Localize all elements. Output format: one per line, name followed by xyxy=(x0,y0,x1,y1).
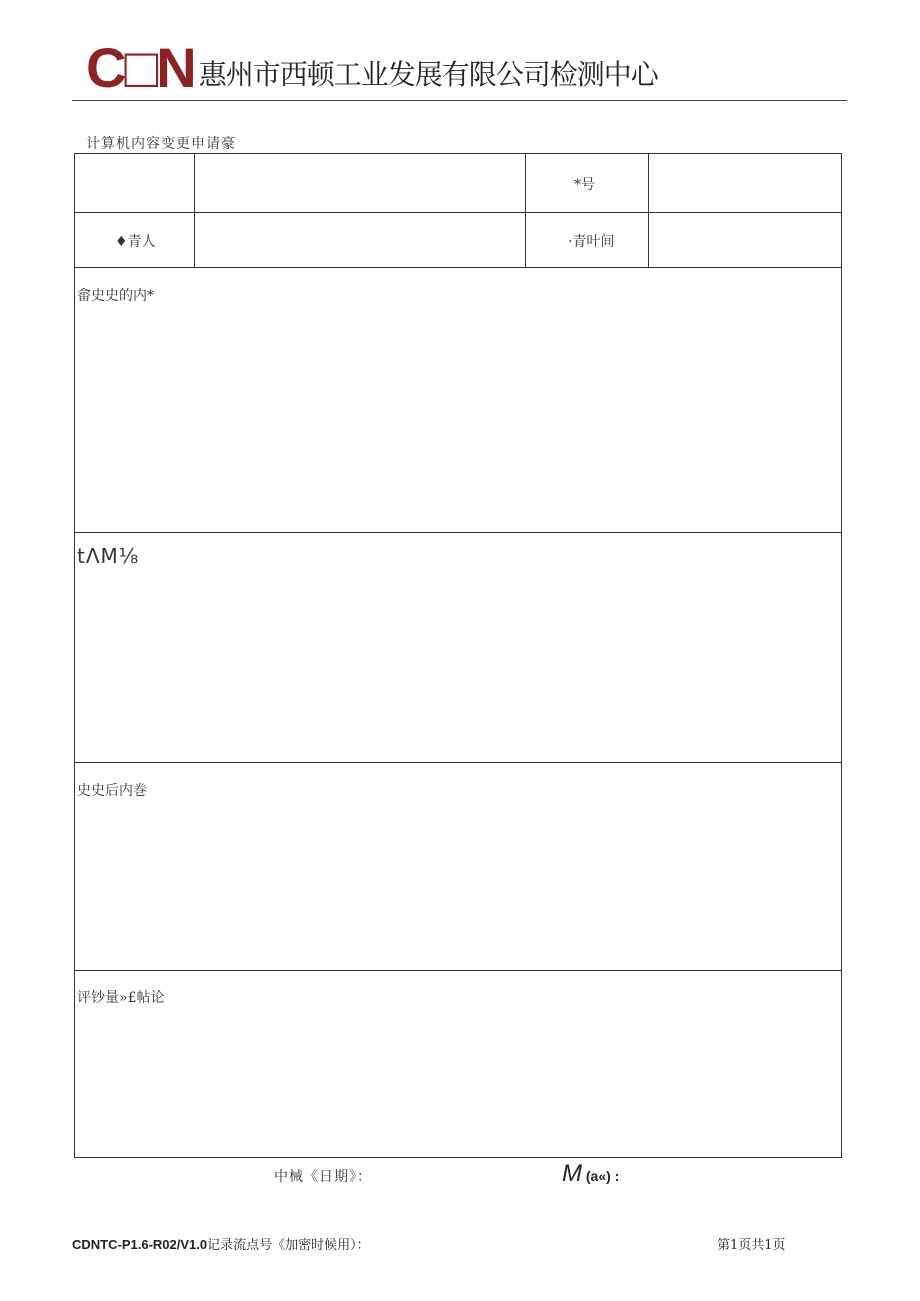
form-table xyxy=(74,153,842,1158)
divider xyxy=(75,762,841,763)
company-name: 惠州市西顿工业发展有限公司检测中心 xyxy=(198,58,658,91)
section-evaluation-label: 评钞量»£帖论 xyxy=(77,990,165,1006)
approver-date-label: 中械《日期》： xyxy=(274,1169,372,1185)
divider xyxy=(194,154,195,267)
apply-time-label: ·青叶间 xyxy=(568,234,615,250)
signature-m: M xyxy=(562,1160,582,1187)
page-info: 第1页共1页 xyxy=(717,1238,786,1253)
form-title: 计算机内容变更申请豪 xyxy=(86,136,236,152)
divider xyxy=(648,154,649,267)
section-changed-content-label: 史史后内巻 xyxy=(77,783,147,799)
record-number-label: 记录流点号《加密时候用）： xyxy=(207,1238,370,1253)
divider xyxy=(75,267,841,268)
header-rule xyxy=(72,100,847,101)
divider xyxy=(75,970,841,971)
divider xyxy=(75,532,841,533)
serial-number-label: *号 xyxy=(574,177,595,193)
signature-right-rest: (a«) : xyxy=(585,1168,620,1184)
divider xyxy=(525,154,526,267)
applicant-label: ♦青人 xyxy=(115,234,156,250)
divider xyxy=(75,212,841,213)
document-code: CDNTC-P1.6-R02/V1.0 xyxy=(72,1237,208,1252)
page-header xyxy=(86,38,658,98)
footer-record xyxy=(72,1234,370,1253)
section-original-content-label: tΛΜ⅛ xyxy=(77,544,140,568)
signature-right xyxy=(562,1160,619,1188)
company-logo: C□N xyxy=(86,36,195,99)
section-change-reason-label: 畲史史的内* xyxy=(77,288,154,304)
